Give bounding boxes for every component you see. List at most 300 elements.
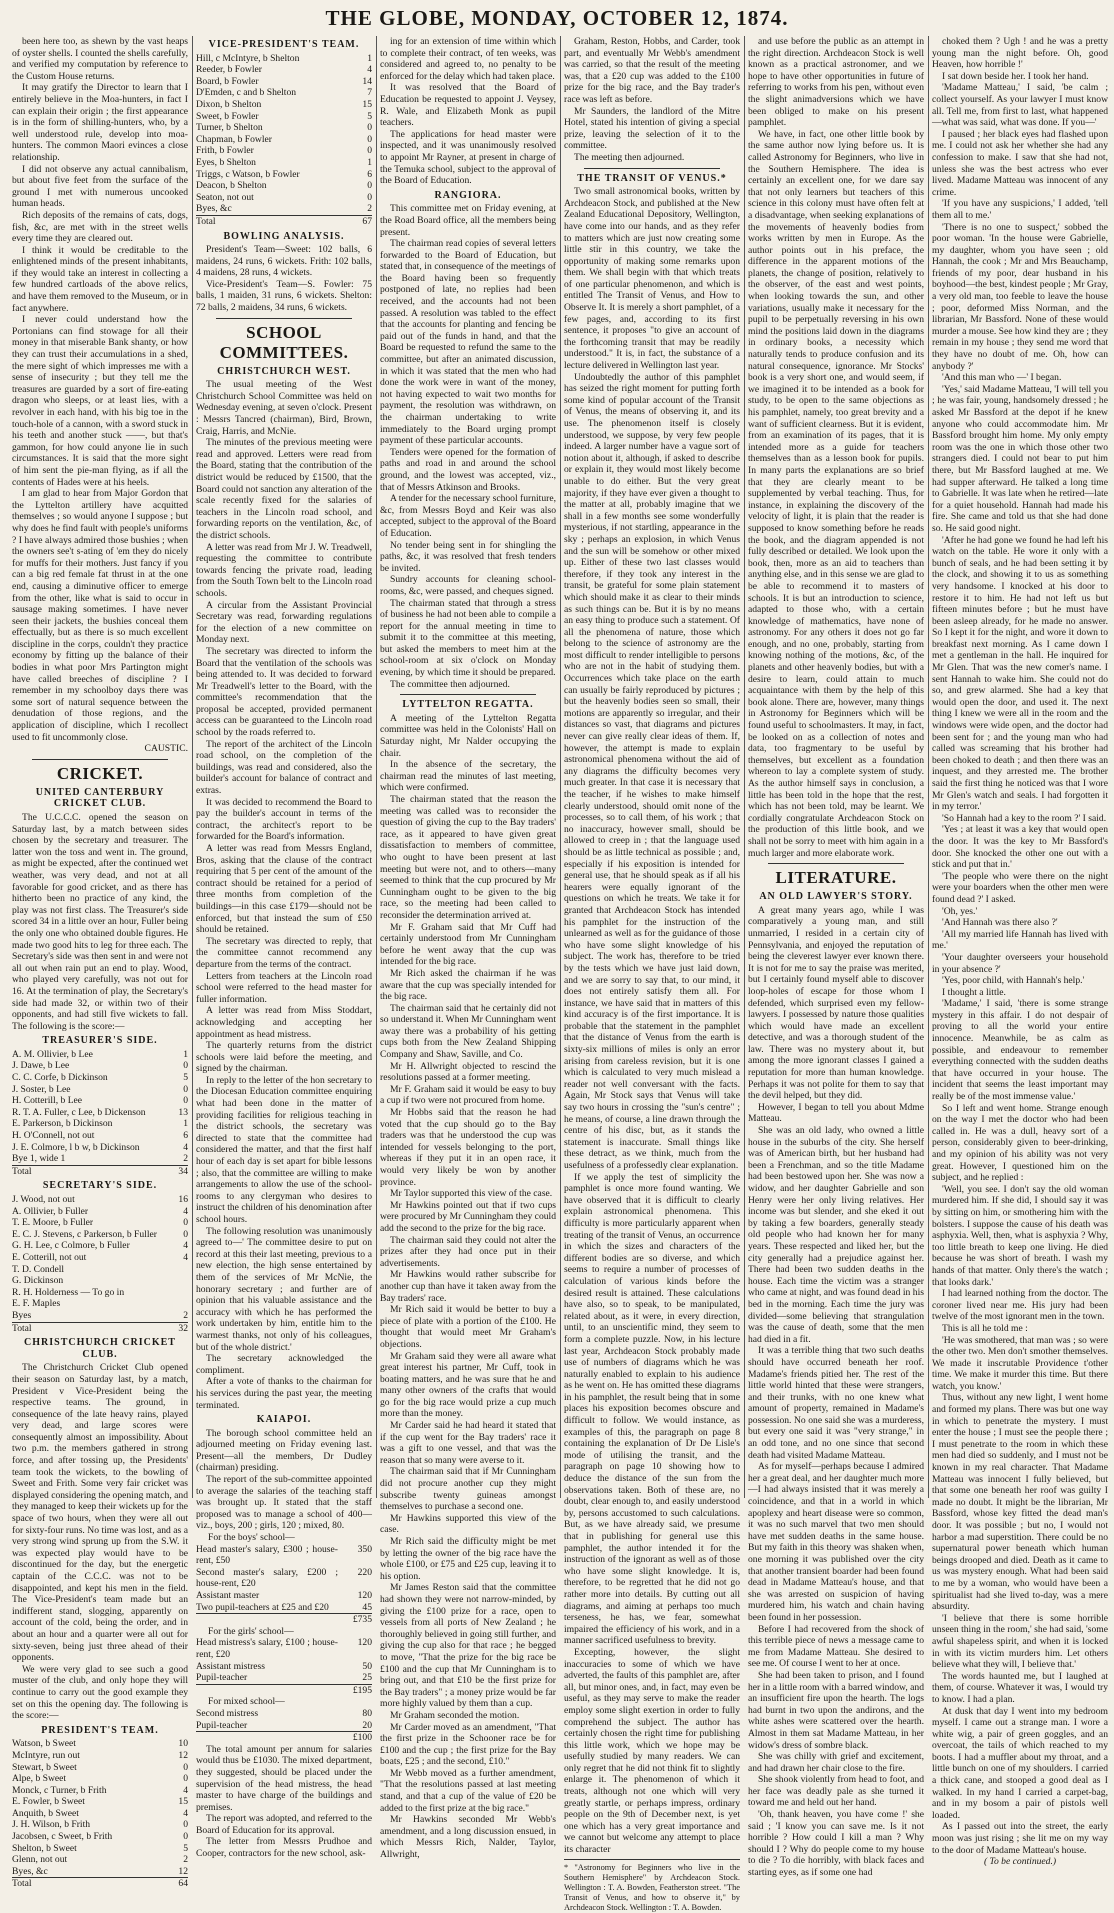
paragraph: She was an old lady, who owned a little house in the suburbs of the city. She herself was of American birth, but her husband had been a Frenchman, and so the title Madame had been bestowed upon her. She was now a widow, and her daughter Gabrielle and son Henry were her only living relatives. Her income was but slender, and she eked it out by taking a few boarders, generally steady old people who had known her for many years. These respected and liked her, but the city generally had a prejudice against her. There had been two sudden deaths in the house. Each time the victim was a stranger who came at night, and was found dead in his bed in the morning. Each time the jury was divided—some believing that strangulation was the cause of death, some that the men had died in a fit.: [748, 1125, 924, 1345]
paragraph: Mr Graham seconded the motion.: [390, 1709, 520, 1721]
paragraph: I had learned nothing from the doctor. The coroner lived near me. His jury had been twelve of the most ignorant men in the town.: [932, 1288, 1108, 1323]
table-cell-value: 0: [367, 180, 372, 192]
paragraph: The committee then adjourned.: [390, 678, 510, 690]
table-row: [12, 1750, 188, 1762]
table-cell-name: C. C. Corfe, b Dickinson: [12, 1072, 108, 1084]
article-title: THE TRANSIT OF VENUS.*: [577, 172, 727, 184]
table-total: £195: [338, 1684, 372, 1696]
paragraph: Mr Hawkins pointed out that if two cups were procured by Mr Cunningham they could add the second to the prize for the big race.: [380, 1199, 556, 1234]
table-cell-value: 0: [183, 1083, 188, 1095]
table-cell-name: Turner, b Shelton: [196, 122, 263, 134]
table-title: SECRETARY'S SIDE.: [42, 1180, 158, 1192]
table-cell-name: Total: [12, 1878, 168, 1890]
table-cell-value: 6: [367, 168, 372, 180]
table-row: [196, 180, 372, 192]
table-cell-value: 1: [367, 52, 372, 64]
page-header: THE GLOBE, MONDAY, OCTOBER 12, 1874.: [325, 6, 789, 30]
column-rule: [560, 36, 561, 1498]
column-rule: [928, 36, 929, 1498]
table-row: [196, 99, 372, 111]
table-row: [196, 157, 372, 169]
column-3: [380, 36, 556, 1861]
table-cell-name: G. Dickinson: [12, 1275, 64, 1287]
table-cell-value: 6: [183, 1130, 188, 1142]
paragraph: choked them ? Ugh ! and he was a pretty young man the night before. Oh, good Heaven, how horrible !': [932, 36, 1108, 71]
table-row: [196, 87, 372, 99]
column-5: [748, 36, 924, 1879]
table-row: [196, 1708, 372, 1720]
paragraph: Vice-President's Team—S. Fowler: 75 balls, 1 maiden, 31 runs, 6 wickets. Shelton: 72 balls, 2 maidens, 34 runs, 6 wickets.: [196, 278, 372, 314]
paragraph: 'After he had gone we found he had left his watch on the table. He wore it only with a bunch of seals, and he had been setting it by the clock, and showing it to us as something very handsome. I knocked at his door to restore it to him. He had not left us but fifteen minutes before ; but he must have been asleep already, for he made no answer. So I kept it for the night, and wore it down to breakfast next morning. As I came down I met a gentleman in the hall. He inquired for Mr Glen. That was the new comer's name. I sent Hannah to wake him. She could not do so, and grew alarmed. She had a key that would open the door, and used it. The next thing I knew we were all in the room and the windows were wide open, and the doctor had been sent for ; and the young man who had called was screaming that his brother had been choked to death ; and then there was an inquest, and they arrested me. The brother said the first thing he noticed was that I wore Mr Glen's watch and seals. I had forgotten it in my terror.': [932, 534, 1108, 813]
paragraph: It was resolved that the Board of Education be requested to appoint J. Veysey, R. Wale, and Elizabeth Monk as pupil teachers.: [380, 82, 556, 129]
paragraph: The total amount per annum for salaries would thus be £1030. The mixed department, they suggested, should be placed under the supervision of the head mistress, the head master to have charge of the buildings and premises.: [196, 1743, 372, 1813]
paragraph: I thought a little.: [942, 986, 1006, 998]
table-cell-name: J. H. Wilson, b Frith: [12, 1819, 91, 1831]
table-cell-value: 50: [362, 1660, 372, 1672]
table-row: [12, 1298, 188, 1310]
continued-note: ( To be continued.): [983, 1856, 1057, 1868]
divider: [564, 1859, 740, 1860]
paragraph: and use before the public as an attempt in the right direction. Archdeacon Stock is well known as a practical astronomer, and we hope to have other opportunities in future of referring to works from his pen, without even the slight animadversions which we have been obliged to make on his present pamphlet.: [748, 36, 924, 129]
section-title: SCHOOL COMMITTEES.: [219, 322, 349, 362]
column-6: [932, 36, 1108, 1868]
table-total-row: [12, 1165, 188, 1177]
salary-table: [196, 1637, 372, 1696]
paragraph: Mr Saunders, the landlord of the Mitre Hotel, stated his intention of giving a special prize, leaving the selection of it to the committee.: [564, 105, 740, 152]
table-cell-value: 45: [362, 1601, 372, 1613]
table-cell-value: 1: [367, 156, 372, 168]
article-title: KAIAPOI.: [256, 1414, 312, 1426]
table-cell-name: A. M. Ollivier, b Lee: [12, 1048, 93, 1060]
paragraph: Letters from teachers at the Lincoln road school were referred to the head master for fuller information.: [196, 970, 372, 1005]
table-row: [196, 1567, 372, 1590]
table-row: [12, 1153, 188, 1165]
table-cell-name: Alpe, b Sweet: [12, 1773, 67, 1785]
table-cell-value: 350: [357, 1543, 372, 1555]
paragraph: Mr Carder said he had heard it stated that if the cup went for the Bay traders' race it was a gift to one vessel, and that was the reason that so many were averse to it.: [380, 1420, 556, 1466]
table-cell-value: 16: [178, 1194, 188, 1205]
table-row: [12, 1118, 188, 1130]
paragraph: 'The people who were there on the night were your boarders when the other men were found dead ?' I asked.: [932, 870, 1108, 905]
table-cell-value: 0: [367, 145, 372, 157]
paragraph: 'He was smothered, that man was ; so were the other two. Men don't smother themselves. We made it inscrutable Providence t'other time. We make it murder this time. But there watch, you know.': [932, 1334, 1108, 1392]
paragraph: As I passed out into the street, the early moon was just rising ; she lit me on my way to the door of Madame Matteau's house.: [932, 1821, 1108, 1856]
table-cell-name: Board, b Fowler: [196, 75, 259, 87]
paragraph: I am glad to hear from Major Gordon that the Lyttelton artillery have acquitted themselves ; so would anyone I suppose ; but why does he find fault with people's uniforms ? I have always admired those bushies ; when the owners see't s-ating of 'em they do nicely for muffs for their mothers. Just fancy if you can a big red female fat thrust in at the one end, causing a diminutive officer to emerge from the other, like what is said to occur in sausage making sometimes. I have never seen their jackets, the bushies conceal them effectually, but as there is so much excellent discipline in the corps, couldn't they practice economy by fitting up the balance of their bodies in what poor Mrs Partington might have called breeches of discipline ? I remember in my schoolboy days there was some sort of natural sequence between the denudation of those regions, and the application of discipline, which I recollect used to fit uncommonly close.: [12, 488, 188, 743]
table-row: [12, 1095, 188, 1107]
article-title: RANGIORA.: [434, 189, 502, 201]
paragraph: Mr James Reston said that the committee had shown they were not narrow-minded, by giving the £100 prize for a race, open to vessels from all ports of New Zealand ; he thoroughly believed in going still further, and giving the cup also for that race ; he begged to move, "That the prize for the big race be £100 and the cup that Mr Cunningham is to bring out, and that £10 be the first prize for the Bay traders" ; a money prize would be far more highly valued by them than a cup.: [380, 1582, 556, 1710]
table-cell-name: Sweet, b Fowler: [196, 110, 259, 122]
table-cell-name: A. Ollivier, b Fuller: [12, 1205, 89, 1217]
paragraph: We have, in fact, one other little book by the same author now lying before us. It is called Astronomy for Beginners, who live in the Southern Hemisphere. The idea is certainly an excellent one, for we dare say that not only learners but teachers of this science in this colony must have often felt at a disadvantage, when seeking explanations of the movements of heavenly bodies from works written by men in Europe. As the author points out in his preface, the difference in the apparent motions of the planets, the change of position, relatively to the observer, of the east and west points, when looking towards the sun, and other variations, usually make it necessary for the pupil to be perpetually reversing in his own mind the positions laid down in the diagrams in ordinary books, a necessity which naturally tends to produce confusion and its natural consequence, ignorance. Mr Stocks' book is a very short one, and would seem, if we imagined it to be intended as a book for study, to be open to the same objections as his pamphlet, namely, too great brevity and a want of sufficient clearness. But it is evident, from an examination of its pages, that it is intended more as a guide for teachers themselves than as a lesson book for pupils. In many parts the explanations are so brief that they are clearly meant to be supplemented by verbal teaching. Thus, for instance, in explaining the discovery of the velocity of light, it is plain that the reader is supposed to know something before he reads the book, and the diagram appended is not fully described or detailed. We look upon the book, then, more as an aid to teachers than anything else, and in this sense we are glad to be able to recommend it to masters of schools. It is but an introduction to science, adapted to those who, with a certain knowledge of mathematics, have none of astronomy. For any others it does not go far enough, and no one, probably, starting from knowing nothing of the motions, &c, of the planets and other heavenly bodies, but with a desire to learn, could attain to much acquaintance with them by the help of this book alone. There are, however, many things in Astronomy for Beginners which will be found useful to schoolmasters. It may, in fact, be looked on as a collection of notes and data, too fragmentary to be useful by themselves, but excellent as a foundation whereon to lay a complete system of study. As the author himself says in conclusion, a little has been told in the hope that the rest, which has not been told, may be learnt. We cordially congratulate Archdeacon Stock on the production of this little book, and we shall not be sorry to meet with him again in a much larger and more elaborate work.: [748, 128, 924, 859]
table-cell-name: E. Cotterill, not out: [12, 1251, 87, 1263]
paragraph: The borough school committee held an adjourned meeting on Friday evening last. Present—all the members, Dr Dudley (chairman) presiding.: [196, 1427, 372, 1474]
paragraph: Graham, Reston, Hobbs, and Carder, took part, and eventually Mr Webb's amendment was carried, so that the result of the meeting was, that a £20 cup was added to the £100 prize for the big race, and the Bay trader's race was left as before.: [564, 36, 740, 105]
table-row: [12, 1107, 188, 1119]
table-cell-name: Chapman, b Fowler: [196, 133, 272, 145]
table-cell-name: E. C. J. Stevens, c Parkerson, b Fuller: [12, 1228, 157, 1240]
paragraph: Mr Taylor supported this view of the case.: [390, 1188, 553, 1200]
table-cell-value: [168, 1264, 188, 1276]
paragraph: The report of the architect of the Lincoln road school, on the completion of the buildings, was read and considered, also the builder's account for balance of contract and extras.: [196, 738, 372, 797]
table-cell-name: Hill, c McIntyre, b Shelton: [196, 52, 300, 64]
table-row: [196, 1637, 372, 1660]
table-row: [12, 1264, 188, 1276]
table-cell-value: 64: [168, 1878, 188, 1890]
table-cell-value: 32: [168, 1322, 188, 1334]
paragraph: The applications for head master were inspected, and it was unanimously resolved to appoint Mr Rayner, at present in charge of the Temuka school, subject to the approval of the Board of Education.: [380, 128, 556, 187]
paragraph: 'Well, you see. I don't say the old woman murdered him. If she did, I should say it was by sitting on him, or smothering him with the bolsters. I suppose the cause of his death was asphyxia. Well, then, what is asphyxia ? Why, too little breath to keep one living. He died because he was short of breath. I wash my hands of that matter. Only there's the watch ; that looks dark.': [932, 1183, 1108, 1288]
score-table: [12, 1194, 188, 1334]
table-cell-name: R. T. A. Fuller, c Lee, b Dickenson: [12, 1106, 146, 1118]
paragraph: Undoubtedly the author of this pamphlet has seized the right moment for putting forth some kind of popular account of the Transit of Venus, the means of observing it, and its use. The phenomenon itself is closely understood, we suppose, by very few people indeed. A larger number have a vague sort of notion about it, although, if asked to describe or explain it, they would most likely become unable to do either. But the very great majority, if they have ever given a thought to the matter at all, probably imagine that we shall in a few months see some wonderfully mysterious, if not startling, appearance in the sky ; perhaps an explosion, in which Venus and the sun will be somehow or other mixed up. Either of these two last classes would therefore, if they took any interest in the transit, be grateful for some plain statement which should make it as clear to their minds as such things can be. But it is by no means an easy thing to produce such a statement. Of all the phenomena of nature, those which belong to the science of astronomy are the most difficult to render intelligible to persons who are not in the habit of studying them. Occurrences which take place on the earth can usually be fairly reproduced by pictures ; but the heavenly bodies seen so small, their motions are apparently so irregular, and their distances so vast, that diagrams and pictures never can give really clear ideas of them. If, however, the attempt is made to explain astronomical phenomena without the aid of any diagrams the difficulty becomes very much greater. In that case it is necessary that the teacher, if he wishes to make himself clearly understood, should omit none of the processes, so to call them, of his work ; that no inaccuracy, however small, should be allowed to creep in ; that the language used should be as little technical as possible ; and, especially if his exposition is intended for general use, that he should speak as if all his hearers were equally ignorant of the questions on which he treats. We take it for granted that Archdeacon Stock has intended his pamphlet for the instruction of the unlearned as well as for the guidance of those who have some slight knowledge of his subject. The work has, therefore to be tried by the tests which we have just laid down, and we are sorry to say that, to our mind, it does not entirely satisfy them all. For instance, we have said that in matters of this kind accuracy is of the first importance. It is probable that the statement in the pamphlet that the distance of Venus from the earth is sixty-six millions of miles is only an error arising from careless revision, but it is one which is calculated to very much mislead a reader not well conversant with the facts. Again, Mr Stock says that Venus will take say two hours in crossing the "sun's centre" ; he means, of course, a line drawn through the centre of his disc, but, as it stands the statement is inaccurate. Small things like these detract, as we think, much from the usefulness of a professedly clear explanation.: [564, 371, 740, 1171]
paragraph: So I left and went home. Strange enough on the way I met the doctor who had been called in. He was a dull, heavy sort of a person, considerably given to beer-drinking, and my opinion of his ability was not very great. However, I questioned him on the subject, and he replied :: [932, 1102, 1108, 1184]
paragraph: 'Oh, yes.': [942, 905, 978, 917]
table-row: [196, 1602, 372, 1614]
column-1: [12, 36, 188, 1890]
paragraph: The chairman read copies of several letters forwarded to the Board of Education, but stated that, in consequence of the meetings of the Board having been so frequently postponed of late, no replies had been received, and the accounts had not been passed. A resolution was tabled to the effect that the accounts for planting and fencing be paid out of the funds in hand, and that the Board be requested to refund the same to the committee, but after an animated discussion, in which it was stated that the men who had done the work were in want of the money, not having expected to wait two months for payment, the resolution was withdrawn, on the chairman undertaking to write immediately to the Board urging prompt payment of these particular accounts.: [380, 238, 556, 447]
table-row: [196, 134, 372, 146]
paragraph: This is all he told me :: [942, 1322, 1028, 1334]
table-cell-name: Byes: [12, 1309, 32, 1321]
table-title: PRESIDENT'S TEAM.: [41, 1724, 159, 1736]
table-row: [12, 1142, 188, 1154]
paragraph: President's Team—Sweet: 102 balls, 6 maidens, 24 runs, 6 wickets. Frith: 102 balls, 4 maidens, 28 runs, 4 wickets.: [196, 244, 372, 279]
table-cell-name: Two pupil-teachers at £25 and £20: [196, 1601, 329, 1613]
table-cell-name: E. F. Maples: [12, 1298, 61, 1310]
table-cell-value: 4: [183, 1251, 188, 1263]
table-row: [196, 203, 372, 215]
table-cell-value: 7: [367, 87, 372, 99]
table-cell-value: 12: [178, 1865, 188, 1877]
table-cell-name: R. H. Holderness — To go in: [12, 1286, 125, 1298]
paragraph: The words haunted me, but I laughed at them, of course. Whatever it was, I would try to know. I had a plan.: [932, 1670, 1108, 1705]
paragraph: Mr Rich said it would be better to buy a piece of plate with a portion of the £100. He thought that would meet Mr Graham's objections.: [380, 1304, 556, 1350]
divider: [768, 863, 904, 864]
paragraph: Tenders were opened for the formation of paths and road in and around the school ground, and the lowest was accepted, viz., that of Messrs Atkinson and Brooks.: [380, 446, 556, 493]
article-title: LYTTELTON REGATTA.: [402, 699, 534, 711]
table-title: For the boys' school—: [208, 1532, 295, 1544]
table-cell-name: J. E. Colmore, l b w, b Dickinson: [12, 1141, 140, 1153]
paragraph: The letter from Messrs Prudhoe and Cooper, contractors for the new school, ask-: [196, 1836, 372, 1860]
paragraph: 'Your daughter overseers your household in your absence ?': [932, 951, 1108, 975]
table-row: [196, 53, 372, 65]
paragraph: A letter was read from Messrs England, Bros, asking that the clause of the contract requiring that 5 per cent of the amount of the contract should be retained for a period of three months from completion of the buildings—in this case £179—should not be enforced, but that instead the sum of £50 should be retained.: [196, 843, 372, 936]
table-row: [12, 1785, 188, 1797]
paragraph: I did not observe any actual cannibalism, but about five feet from the surface of the ground I met with numerous uncooked human heads.: [12, 163, 188, 210]
table-cell-value: 2: [183, 1309, 188, 1321]
paragraph: The chairman said that if Mr Cunningham did not procure another cup they might subscribe twenty guineas amongst themselves to purchase a second one.: [380, 1466, 556, 1513]
paragraph: The secretary acknowledged the compliment.: [196, 1353, 372, 1376]
signature: CAUSTIC.: [144, 743, 188, 755]
table-row: [12, 1796, 188, 1808]
table-cell-name: Triggs, c Watson, b Fowler: [196, 168, 300, 180]
table-cell-name: Total: [12, 1322, 168, 1334]
table-cell-name: Byes, &c: [12, 1865, 48, 1877]
paragraph: Mr Rich said the difficulty might be met by letting the owner of the big race have the whole £100, or £75 and £25 cup, leaving it to his option.: [380, 1536, 556, 1582]
paragraph: ing for an extension of time within which to complete their contract, of ten weeks, was considered and agreed to, no penalty to be enforced for the delay which had taken place.: [380, 36, 556, 82]
table-cell-name: Seaton, not out: [196, 191, 254, 203]
table-cell-value: 15: [362, 98, 372, 110]
table-cell-value: 34: [168, 1165, 188, 1177]
table-cell-name: Dixon, b Shelton: [196, 98, 262, 110]
paragraph: The Christchurch Cricket Club opened their season on Saturday last, by a match, President v Vice-President being the respective teams. The ground, in consequence of the late heavy rains, played very dead, and large scores were consequently almost an impossibility. About two p.m. the members gathered in strong force, and after tossing up, the Presidents' team took the wickets, to the bowling of Sweet and Frith. Some very fair cricket was displayed considering the opening match, and they managed to keep their wickets up for the space of two hours, when they were all out for sixty-four runs. No time was lost, and as a very strong wind sprung up from the S.W. it was expected play would have to be discontinued for the day, but the energetic captain of the C.C.C. was not to be disappointed, and kept his men in the field. The Vice-President's team made but an indifferent stand, slogging, apparently on account of the cold, being the order, and in about an hour and a quarter were all out for sixty-seven, being just three ahead of their opponents.: [12, 1362, 188, 1664]
table-cell-name: J. Dawe, b Lee: [12, 1060, 70, 1072]
column-2: [196, 36, 372, 1860]
paragraph: Mr Webb moved as a further amendment, "That the resolutions passed at last meeting stand, and that a cup of the value of £20 be added to the first prize at the big race.": [380, 1767, 556, 1814]
paragraph: A tender for the necessary school furniture, &c, from Messrs Boyd and Keir was also accepted, subject to the approval of the Board of Education.: [380, 493, 556, 539]
score-table: [12, 1738, 188, 1890]
table-cell-name: Monck, c Turner, b Frith: [12, 1784, 107, 1796]
paragraph: The meeting then adjourned.: [574, 151, 685, 163]
table-row: [12, 1843, 188, 1855]
table-cell-value: 0: [367, 122, 372, 134]
column-rule: [744, 36, 745, 1498]
table-cell-value: 0: [367, 191, 372, 203]
table-cell-value: 120: [357, 1590, 372, 1601]
table-cell-value: [168, 1275, 188, 1287]
paragraph: Thus, without any new light, I went home and formed my plans. There was but one way in which to penetrate the mystery. I must enter the house ; I must see the people there ; I must penetrate to the room in which these men had died so suddenly, and I must not be known in my real character. That Madame Matteau was innocent I fully believed, but that some one beneath her roof was guilty I made no doubt. It might be the librarian, Mr Bassford, whose key fitted the dead man's door. It was possible ; but no, I would not harbor a mad superstition. There could be no supernatural power beneath which human beings drooped and died. Death as it came to us was mystery enough. What had been said to me by a woman, who would have been a spiritualist had she lived to-day, was a mere absurdity.: [932, 1392, 1108, 1613]
paragraph: A meeting of the Lyttelton Regatta committee was held in the Colonists' Hall on Saturday night, Mr Nalder occupying the chair.: [380, 712, 556, 759]
paragraph: A letter was read from Miss Stoddart, acknowledging and accepting her appointment as head mistress.: [196, 1005, 372, 1040]
paragraph: She had been taken to prison, and I found her in a little room with a barred window, and an insufficient fire upon the hearth. The logs had burnt in two upon the andirons, and the white ashes were scattered over the hearth. Almost in them sat Madame Matteau, in her widow's dress of sombre black.: [748, 1669, 924, 1751]
paragraph: The chairman stated that the reason the meeting was called was to reconsider the question of giving the cup to the Bay traders' race, as it appeared to have given great dissatisfaction to members of committee, who ought to have been present at last meeting but were not, and to others—many seemed to think that the cup procured by Mr Cunningham ought to be given to the big race, so the meeting had been called to reconsider the determination arrived at.: [380, 794, 556, 921]
table-cell-value: 4: [367, 64, 372, 76]
table-cell-value: 0: [183, 1060, 188, 1072]
table-title: VICE-PRESIDENT'S TEAM.: [208, 39, 360, 50]
paragraph: I sat down beside her. I took her hand.: [942, 70, 1089, 82]
table-row: [12, 1049, 188, 1061]
table-cell-value: 0: [183, 1761, 188, 1773]
paragraph: However, I began to tell you about Mdme Matteau.: [748, 1101, 924, 1125]
paragraph: The chairman said they could not alter the prizes after they had once put in their advertisements.: [380, 1234, 556, 1269]
table-cell-value: 120: [357, 1637, 372, 1649]
paragraph: At dusk that day I went into my bedroom myself. I came out a strange man. I wore a white wig, a pair of green goggles, and an overcoat, the tails of which reached to my boots. I had a muffler about my throat, and a little bunch on one of my shoulders. I carried a thick cane, and stooped a good deal as I walked. In my hand I carried a carpet-bag, and in my bosom a pair of pistols well loaded.: [932, 1705, 1108, 1821]
table-row: [196, 145, 372, 157]
paragraph: been here too, as shewn by the vast heaps of oyster shells. I counted the shells carefully, and verified my computation by reference to the Custom House returns.: [12, 36, 188, 82]
table-cell-value: 15: [178, 1796, 188, 1808]
column-4: [564, 36, 740, 1912]
paragraph: The secretary was directed to reply, that the committee cannot recommend any departure from the terms of the contract.: [196, 935, 372, 970]
paragraph: 'Madame,' I said, 'there is some strange mystery in this affair. I do not despair of proving to all the world your entire innocence. Meanwhile, be as calm as possible, and endeavour to remember everything connected with the sudden deaths that have occurred in your house. The incident that seems the least important may really be of the most immense value.': [932, 998, 1108, 1103]
paragraph: In the absence of the secretary, the chairman read the minutes of last meeting, which were confirmed.: [380, 759, 556, 794]
table-row: [12, 1762, 188, 1774]
table-total-row: [12, 1878, 188, 1890]
table-row: [12, 1854, 188, 1866]
paragraph: Mr Hobbs said that the reason he had voted that the cup should go to the Bay traders was that he understood the cup was intended for vessels belonging to the port, whereas if they put it in an open race, it would very likely be won by another province.: [380, 1107, 556, 1188]
table-cell-value: 10: [178, 1738, 188, 1750]
table-cell-name: Bye 1, wide 1: [12, 1153, 66, 1165]
table-row: [12, 1275, 188, 1287]
section-title: CRICKET.: [56, 763, 144, 783]
paragraph: 'I believe that there is some horrible unseen thing in the room,' she had said, 'some awful shapeless spirit, and when it is locked in with its victim murders him. Let others believe what they will, I believe that.': [932, 1612, 1108, 1671]
table-cell-name: Total: [196, 215, 352, 227]
article-title: CHRISTCHURCH CRICKET CLUB.: [24, 1337, 176, 1360]
table-cell-name: Watson, b Sweet: [12, 1738, 76, 1750]
table-cell-value: 0: [183, 1217, 188, 1229]
table-total-row: [196, 215, 372, 227]
table-cell-name: Shelton, b Sweet: [12, 1842, 77, 1854]
paragraph: 'If you have any suspicions,' I added, 'tell them all to me.': [932, 198, 1108, 221]
paragraph: Two small astronomical books, written by Archdeacon Stock, and published at the New Zealand Educational Depository, Wellington, have come into our hands, and as they refer to matters which are just now creating some little stir in this country, we take the opportunity of making some remarks upon them. We shall begin with that which treats of one particular phenomenon, and which is entitled The Transit of Venus, and How to Observe It. It is merely a short pamphlet, of a few pages, and, according to its first sentence, it proposes "to give an account of the forthcoming transit that may be readily understood." It is, in fact, the substance of a lecture delivered in Wellington last year.: [564, 186, 740, 372]
paragraph: Mr Hawkins supported this view of the case.: [380, 1512, 556, 1536]
paragraph: The secretary was directed to inform the Board that the ventilation of the schools was being attended to. It was decided to forward Mr Treadwell's letter to the Board, with the committee's recommendation that the proposal be accepted, provided permanent access can be guaranteed to the Lincoln road school by the roads referred to.: [196, 645, 372, 739]
paragraph: Before I had recovered from the shock of this terrible piece of news a message came to me from Madame Matteau. She desired to see me. Of course I went to her at once.: [748, 1623, 924, 1670]
table-row: [12, 1252, 188, 1264]
paragraph: The report of the sub-committee appointed to average the salaries of the teaching staff was brought up. It stated that the staff proposed was to manage a school of 400—viz., boys, 200 ; girls, 120 ; mixed, 80.: [196, 1474, 372, 1532]
paragraph: Mr Hawkins seconded Mr Webb's amendment, and a long discussion ensued, in which Messrs Rich, Nalder, Taylor, Allwright,: [380, 1814, 556, 1861]
table-row: [196, 111, 372, 123]
divider: [400, 694, 536, 695]
table-cell-name: Assistant mistress: [196, 1660, 266, 1672]
table-row: [196, 1661, 372, 1673]
table-cell-name: J. Wood, not out: [12, 1194, 75, 1205]
table-row: [12, 1217, 188, 1229]
paragraph: 'And Hannah was there also ?': [942, 917, 1058, 929]
table-cell-name: D'Emden, c and b Shelton: [196, 87, 297, 99]
table-row: [12, 1084, 188, 1096]
table-row: [196, 1590, 372, 1602]
table-cell-name: T. D. Condell: [12, 1263, 65, 1275]
table-row: [12, 1738, 188, 1750]
table-cell-name: Reeder, b Fowler: [196, 64, 262, 76]
table-cell-value: 13: [178, 1106, 188, 1118]
paragraph: The report was adopted, and referred to the Board of Education for its approval.: [196, 1813, 372, 1836]
table-row: [196, 64, 372, 76]
table-cell-value: 25: [362, 1672, 372, 1684]
table-cell-name: Pupil-teacher: [196, 1719, 248, 1731]
score-table: [12, 1049, 188, 1178]
paragraph: The chairman stated that through a stress of business he had not been able to compile a report for the annual meeting in time to submit it to the committee at this meeting, but asked the members to meet him at the school-room at six o'clock on Monday evening, by which time it should be prepared.: [380, 597, 556, 679]
table-cell-name: Assistant master: [196, 1590, 260, 1601]
paragraph: I paused ; her black eyes had flashed upon me. I could not ask her whether she had any confession to make. I saw that she had not, unless she was the best actress who ever lived. Madame Matteau was innocent of any crime.: [932, 128, 1108, 198]
table-row: [196, 169, 372, 181]
divider: [216, 318, 352, 319]
paragraph: Mr Carder moved as an amendment, "That the first prize in the Schooner race be for £100 and the cup ; the first prize for the Bay boats, £25 ; and the second, £10.": [380, 1721, 556, 1768]
article-title: CHRISTCHURCH WEST.: [217, 365, 351, 377]
table-row: [12, 1819, 188, 1831]
table-cell-value: 4: [183, 1784, 188, 1796]
score-table: [196, 53, 372, 228]
salary-table: [196, 1544, 372, 1626]
table-cell-value: 0: [183, 1819, 188, 1831]
table-total-row: [12, 1322, 188, 1334]
table-cell-name: McIntyre, run out: [12, 1749, 80, 1761]
table-row: [12, 1072, 188, 1084]
table-cell-name: J. Soster, b Lee: [12, 1083, 71, 1095]
table-cell-value: 0: [183, 1773, 188, 1785]
paragraph: If we apply the test of simplicity the pamphlet is once more found wanting. We have observed that it is difficult to clearly explain astronomical phenomena. This difficulty is more particularly apparent when treating of the transit of Venus, an occurrence in which the sizes and characters of the different bodies are so diverse, and which seems to require a number of processes of calculation of various kinds before the desired result is attained. These calculations have also, so to speak, to be manipulated, related about, as it were, in every direction, until, to an unscientific mind, they seem to form a complete puzzle. Now, in his lecture last year, Archdeacon Stock probably made use of numbers of diagrams which he was naturally enabled to explain to his audience as he went on. He has omitted these diagrams in his pamphlet, the result being that in some places his exposition becomes obscure and difficult to follow. We would instance, as examples of this, the paragraph on page 8 containing the explanation of Dr De Lisle's mode of utilising the transit, and the paragraph on page 10 showing how to deduce the distance of the sun from the observations taken. Both of these are, no doubt, clear enough to, and easily understood by, persons accustomed to such calculations. But, as we have already said, we presume that in publishing for general use this pamphlet, the author intended it for the instruction of the ignorant as well as of those who have some slight knowledge. It is, therefore, to be regretted that he did not go rather more into details. By cutting out all diagrams, and aiming at perhaps too much terseness, he has, we fear, somewhat impaired the efficiency of his work, and in a manner sacrificed usefulness to brevity.: [564, 1171, 740, 1647]
table-row: [12, 1194, 188, 1206]
table-cell-value: 0: [183, 1095, 188, 1107]
table-cell-value: 4: [183, 1807, 188, 1819]
table-cell-value: 1: [183, 1118, 188, 1130]
table-cell-value: 0: [183, 1831, 188, 1843]
table-cell-name: H. Cotterill, b Lee: [12, 1095, 83, 1107]
table-cell-name: E. Parkerson, b Dickinson: [12, 1118, 113, 1130]
table-cell-name: Pupil-teacher: [196, 1672, 248, 1684]
table-row: [12, 1060, 188, 1072]
table-cell-value: 1: [183, 1048, 188, 1060]
paragraph: 'Madame Matteau,' I said, 'be calm ; collect yourself. As your lawyer I must know all. Tell me, from first to last, what happened—what was said, what was done. If you—': [932, 82, 1108, 129]
table-cell-name: T. E. Moore, b Fuller: [12, 1217, 94, 1229]
table-cell-value: 12: [178, 1749, 188, 1761]
table-row: [196, 1544, 372, 1567]
paragraph: Mr H. Allwright objected to rescind the resolutions passed at a former meeting.: [380, 1060, 556, 1084]
table-row: [196, 122, 372, 134]
paragraph: A circular from the Assistant Provincial Secretary was read, forwarding regulations for the election of a new committee on Monday next.: [196, 599, 372, 646]
table-row: [12, 1831, 188, 1843]
table-cell-name: Stewart, b Sweet: [12, 1761, 77, 1773]
divider: [32, 759, 168, 760]
table-cell-name: Total: [12, 1165, 168, 1177]
paragraph: Sundry accounts for cleaning school-rooms, &c, were passed, and cheques signed.: [380, 574, 556, 597]
table-cell-name: Eyes, b Shelton: [196, 156, 256, 168]
table-cell-value: 4: [183, 1240, 188, 1252]
table-cell-value: 67: [352, 215, 372, 227]
table-title: For mixed school—: [208, 1696, 285, 1708]
table-cell-name: G. H. Lee, c Colmore, b Fuller: [12, 1240, 130, 1252]
divider: [584, 168, 720, 169]
paragraph: Excepting, however, the slight inaccuracies to some of which we have adverted, the faults of this pamphlet are, after all, but minor ones, and, in fact, may even be useful, as they may serve to make the reader employ some slight exertion in order to fully comprehend the subject. The author has certainly chosen the right time for publishing this little work, which we hope may be usefully studied by many readers. We can only regret that he did not think fit to slightly enlarge it. The phenomenon of which it treats, although not one which will very greatly startle, or perhaps impress, ordinary people on the 9th of December next, is yet one which has a very great importance and we cannot but welcome any attempt to place its character: [564, 1646, 740, 1856]
table-row: [12, 1866, 188, 1878]
paragraph: The quarterly returns from the district schools were laid before the meeting, and signed by the chairman.: [196, 1040, 372, 1075]
paragraph: This committee met on Friday evening, at the Road Board office, all the members being present.: [380, 203, 556, 238]
table-title: TREASURER'S SIDE.: [42, 1035, 158, 1047]
paragraph: The U.C.C.C. opened the season on Saturday last, by a match between sides chosen by the secretary and treasurer. The latter won the toss and went in. The ground, as might be expected, after the continued wet weather, was very dead, and not at all favorable for good cricket, and as there has hitherto been no practice of any kind, the play was not first class. The Treasurer's side scored 34 in a little over an hour, Fuller being the only one who obtained double figures. He made two good hits to leg for three each. The Secretary's side was then sent in and were not all out when rain put an end to play. Wood, who played very carefully, was not out for 16. At the termination of play, the Secretary's side had made 32, or within two of their opponents, and had still five wickets to fall. The following is the score:—: [12, 812, 188, 1032]
table-cell-value: 5: [183, 1842, 188, 1854]
paragraph: The chairman said that he certainly did not so understand it. When Mr Cunningham went away there was a probability of his getting cups both from the New Zealand Shipping Company and Shaw, Saville, and Co.: [380, 1002, 556, 1061]
article-title: AN OLD LAWYER'S STORY.: [759, 891, 913, 903]
paragraph: It may gratify the Director to learn that I entirely believe in the Moa-hunters, in fact I can explain their origin ; the first appearance is in the form of shilling-hunters, who, by a well understood rule, develop into moa-hunters. The common Maori evinces a close relationship.: [12, 82, 188, 163]
table-cell-name: Second master's salary, £200 ; house-rent, £20: [196, 1566, 338, 1590]
table-row: [196, 1672, 372, 1684]
table-cell-name: Second mistress: [196, 1707, 259, 1719]
paragraph: We were very glad to see such a good muster of the club, and only hope they will continue to carry out the good example they set on this the opening day. The following is the score:—: [12, 1663, 188, 1722]
table-cell-value: 5: [183, 1072, 188, 1084]
table-row: [196, 76, 372, 88]
paragraph: The usual meeting of the West Christchurch School Committee was held on Wednesday evening, at seven o'clock. Present : Messrs Tancred (chairman), Bird, Brown, Craig, Harris, and McNie.: [196, 379, 372, 437]
table-title: For the girls' school—: [208, 1625, 294, 1637]
table-row: [12, 1240, 188, 1252]
table-cell-value: 220: [357, 1566, 372, 1578]
newspaper-columns: [12, 36, 1108, 1912]
paragraph: It was decided to recommend the Board to pay the builder's account in terms of the contract, the architect's report to be forwarded for the Board's information.: [196, 796, 372, 843]
table-row: [12, 1287, 188, 1299]
table-cell-value: [168, 1298, 188, 1310]
table-row: [196, 1720, 372, 1732]
salary-table: [196, 1708, 372, 1744]
table-row: [12, 1808, 188, 1820]
table-row: [12, 1773, 188, 1785]
table-cell-value: 80: [362, 1707, 372, 1719]
table-cell-value: 0: [183, 1228, 188, 1240]
paragraph: In reply to the letter of the hon secretary to the Diocesan Education committee enquiring what had been done in the matter of providing facilities for religious teaching in the district schools, the secretary was directed to state that the committee had considered the matter, and that the first half hour of each day is set apart for bible lessons ; also, that the committee are willing to make arrangements to allow the use of the school-rooms to any clergyman who desires to instruct the children of his denomination after school hours.: [196, 1074, 372, 1225]
paragraph: 'Yes, poor child, with Hannah's help.': [942, 975, 1085, 987]
table-row: [12, 1229, 188, 1241]
paragraph: Rich deposits of the remains of cats, dogs, fish, &c, are met with in the street wells every time they are cleared out.: [12, 209, 188, 245]
paragraph: Mr F. Graham said that Mr Cuff had certainly understood from Mr Cunningham before he went away that the cup was intended for the big race.: [380, 921, 556, 968]
table-cell-name: Frith, b Fowler: [196, 145, 254, 157]
table-cell-name: Head mistress's salary, £100 ; house-rent, £20: [196, 1637, 338, 1660]
paragraph: As for myself—perhaps because I admired her a great deal, and her daughter much more—I had always insisted that it was merely a coincidence, and that in a world in which apoplexy and heart disease were so common, it was no such marvel that two men should have met sudden deaths in the same house. But my faith in this theory was shaken when, one morning it was published over the city that another transient boarder had been found dead in Madame Matteau's house, and that she was arrested on suspicion of having murdered him, his watch and chain having been found in her possession.: [748, 1461, 924, 1623]
table-cell-value: 20: [362, 1719, 372, 1731]
paragraph: It was a terrible thing that two such deaths should have occurred beneath her roof. Madame's friends pitied her. The rest of the little world hinted that these were strangers, and their trunks, with no one knew what amount of property, remained in Madame's possession. No one said she was a murderess, but every one said it was "very strange," in an odd tone, and no one since that second death had visited Madame Matteau.: [748, 1345, 924, 1461]
table-cell-name: Deacon, b Shelton: [196, 180, 267, 192]
table-cell-name: Jacobsen, c Sweet, b Frith: [12, 1831, 113, 1843]
table-cell-name: E. Fowler, b Sweet: [12, 1796, 85, 1808]
